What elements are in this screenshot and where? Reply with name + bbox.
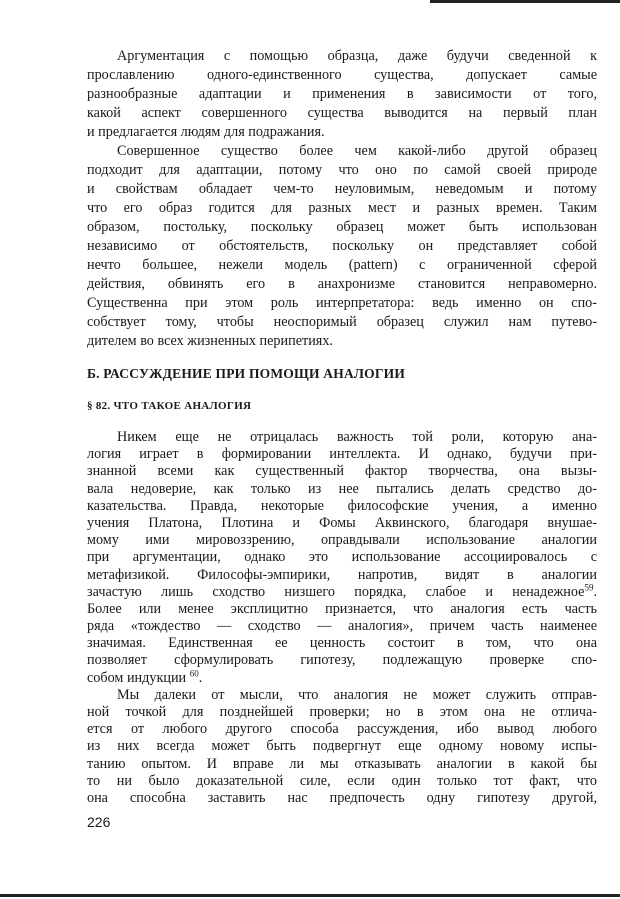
text-line xyxy=(87,85,597,104)
text-line xyxy=(87,721,597,738)
line-text: Аргументация с помощью образца, даже будучи сведенной к xyxy=(117,48,597,64)
line-text: то ни было доказательной силе, если один только тот факт, что xyxy=(87,772,597,789)
text-line xyxy=(87,256,597,275)
text-line xyxy=(87,515,597,532)
text-line xyxy=(87,332,597,351)
text-line xyxy=(87,667,597,687)
scan-border-top xyxy=(430,0,620,3)
line-text: что его образ годится для разных мест и разных времен. Таким xyxy=(87,200,597,216)
text-line xyxy=(87,567,597,584)
line-text: позволяет сформулировать гипотезу, подлежащую проверке спо- xyxy=(87,652,597,669)
line-text: какой аспект совершенного существа выводится на первый план xyxy=(87,105,597,121)
line-text: Более или менее эксплицитно признается, что аналогия есть часть xyxy=(87,600,597,617)
text-line xyxy=(87,549,597,566)
text-line xyxy=(87,463,597,480)
line-text: ной точкой для позднейшей проверки; но в этом она не отлича- xyxy=(87,704,597,720)
text-line xyxy=(87,180,597,199)
line-text: дителем во всех жизненных перипетиях. xyxy=(87,333,333,349)
text-line xyxy=(87,790,597,807)
line-text: и предлагается людям для подражания. xyxy=(87,124,325,140)
line-text: ряда «тождество — сходство — аналогия», причем часть наименее xyxy=(87,618,597,635)
line-text: Никем еще не отрицалась важность той роли, которую ана- xyxy=(117,429,597,445)
body-text-top xyxy=(87,47,597,351)
line-text: значимая. Единственная ее ценность состоит в том, что она xyxy=(87,635,597,652)
footnote-ref: 59 xyxy=(584,581,594,592)
text-line xyxy=(87,294,597,313)
text-line xyxy=(87,66,597,85)
line-text: Существенна при этом роль интерпретатора: ведь именно он спо- xyxy=(87,295,597,311)
section-heading: Б. РАССУЖДЕНИЕ ПРИ ПОМОЩИ АНАЛОГИИ xyxy=(87,366,406,381)
text-line xyxy=(87,635,597,652)
text-line xyxy=(87,532,597,549)
text-line xyxy=(87,275,597,294)
line-text: разнообразные адаптации и применения в зависимости от того, xyxy=(87,86,597,102)
line-text: ется от любого другого способа рассуждения, ибо вывод любого xyxy=(87,721,597,738)
line-text: независимо от обстоятельств, поскольку он представляет собой xyxy=(87,238,597,254)
text-line xyxy=(87,704,597,721)
line-text: собом индукции xyxy=(87,669,190,686)
text-line xyxy=(87,581,597,601)
text-line xyxy=(87,218,597,237)
line-text: учения Платона, Плотина и Фомы Аквинского, благодаря внушае- xyxy=(87,514,597,531)
text-line xyxy=(87,237,597,256)
line-text: прославлению одного-единственного существа, допускает самые xyxy=(87,67,597,83)
text-line xyxy=(87,429,597,446)
line-text: танию опытом. И вправе ли мы отказывать аналогии в какой бы xyxy=(87,755,597,772)
text-line xyxy=(87,687,597,704)
line-text: собствует тому, чтобы неоспоримый образец служил нам путево- xyxy=(87,314,597,330)
line-text: метафизикой. Философы-эмпирики, напротив, видят в аналогии xyxy=(87,566,597,583)
line-text: зачастую лишь сходство низшего порядка, слабое и ненадежное xyxy=(87,583,585,600)
line-text: и свойствам обладает чем-то неуловимым, неведомым и потому xyxy=(87,181,597,197)
text-line xyxy=(87,773,597,790)
line-text: казательства. Правда, некоторые философские учения, а именно xyxy=(87,497,597,514)
line-text: мому ими мировоззрению, оправдывали использование аналогии xyxy=(87,532,597,549)
text-line xyxy=(87,104,597,123)
line-text: логия играет в формировании интеллекта. И однако, будучи при- xyxy=(87,446,597,463)
text-line xyxy=(87,446,597,463)
page-number: 226 xyxy=(87,814,111,830)
subsection-heading: § 82. ЧТО ТАКОЕ АНАЛОГИЯ xyxy=(87,400,252,412)
line-text: она способна заставить нас предпочесть одну гипотезу другой, xyxy=(87,789,597,806)
text-line xyxy=(87,481,597,498)
text-line xyxy=(87,47,597,66)
text-line xyxy=(87,199,597,218)
line-text: из них всегда может быть подвергнут еще одному новому испы- xyxy=(87,738,597,755)
scan-border-bottom xyxy=(0,894,620,897)
text-line xyxy=(87,123,597,142)
line-text: действия, обвинять его в анахронизме становится неправомерно. xyxy=(87,276,597,292)
text-line xyxy=(87,756,597,773)
line-text: знанной всеми как существенный фактор творчества, она вызы- xyxy=(87,463,597,480)
text-line xyxy=(87,498,597,515)
text-line xyxy=(87,652,597,669)
line-text: образом, постольку, поскольку образец может быть использован xyxy=(87,219,597,235)
line-text: при аргументации, однако это использование ассоциировалось с xyxy=(87,549,597,566)
line-text: Совершенное существо более чем какой-либо другой образец xyxy=(117,143,597,159)
text-line xyxy=(87,142,597,161)
line-text: Мы далеки от мысли, что аналогия не может служить отправ- xyxy=(117,686,597,703)
line-end-punct: . xyxy=(593,583,597,600)
text-line xyxy=(87,618,597,635)
line-text: подходит для адаптации, потому что оно по самой своей природе xyxy=(87,162,597,178)
text-line xyxy=(87,738,597,755)
line-text: вала недоверие, как только из нее пытались делать средство до- xyxy=(87,480,597,497)
text-line xyxy=(87,313,597,332)
footnote-ref: 60 xyxy=(189,667,199,678)
line-end-punct: . xyxy=(198,669,203,686)
line-text: нечто большее, нежели модель (pattern) с ограниченной сферой xyxy=(87,257,597,273)
body-text-analogy xyxy=(87,429,597,807)
text-line xyxy=(87,601,597,618)
text-line xyxy=(87,161,597,180)
